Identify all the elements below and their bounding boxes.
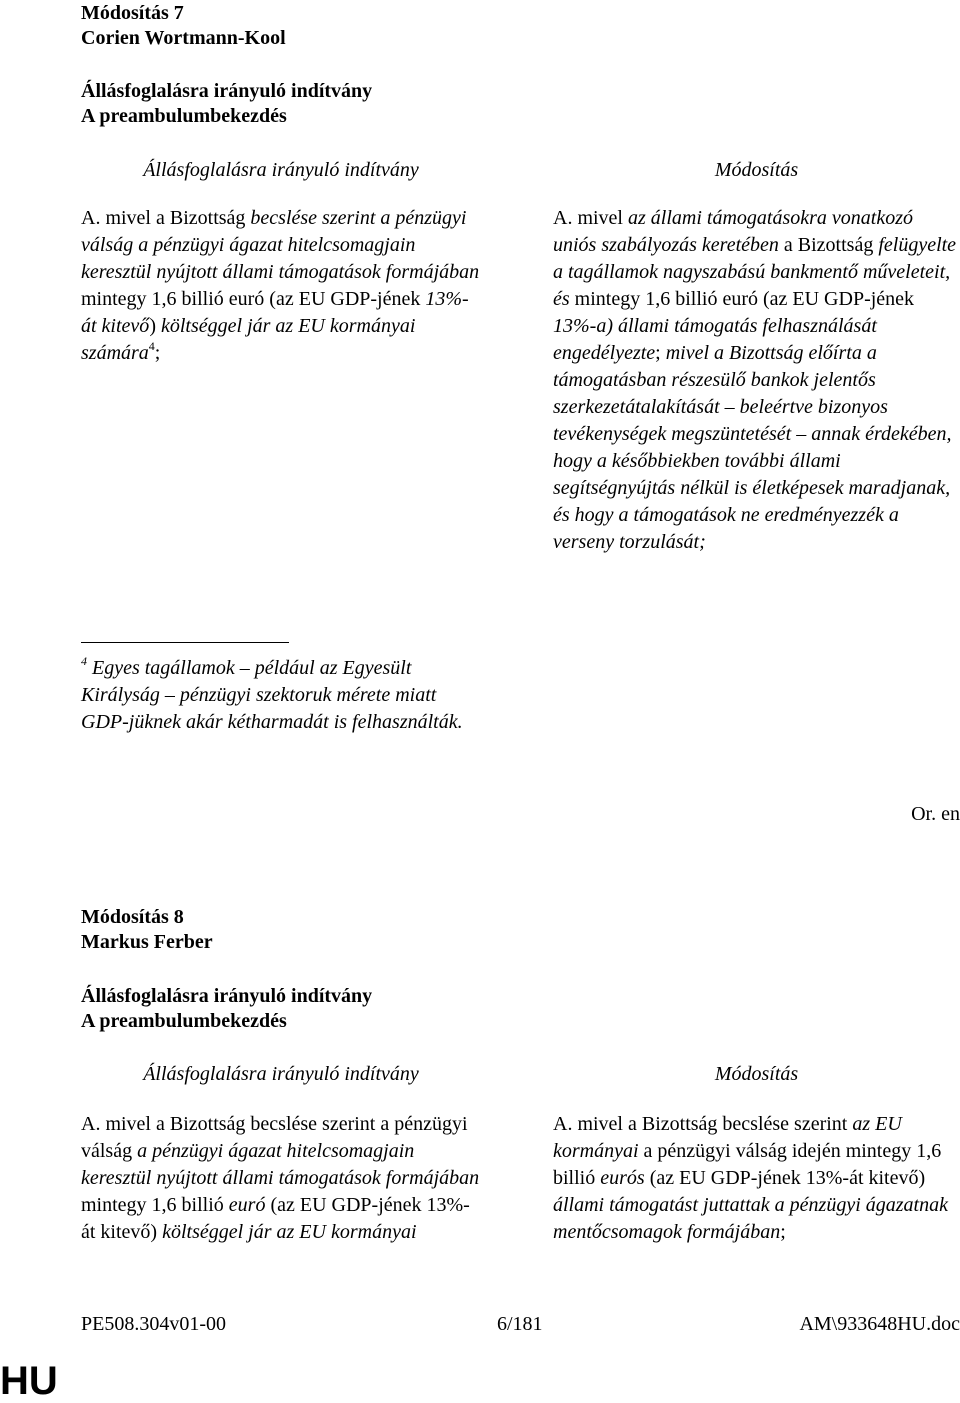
- text-run: mintegy 1,6 billió euró (az EU GDP-jének: [81, 288, 426, 310]
- italic-text-run: becslése szerint a pénzügyi válság a pénzügyi ágazat hitelcsomagjain keresztül nyújtott állami támogatások formájában: [81, 207, 480, 283]
- amendment-7-section: A preambulumbekezdés: [81, 105, 287, 127]
- italic-text-run: mivel a Bizottság előírta a támogatásban részesülő bankok jelentős szerkezetátalakítását – beleértve bizonyos tevékenységek megszüntetését – annak érdekében, hogy a későbbiekben további állami segítségnyújtás nélkül is életképesek maradjanak, és hogy a támogatások ne eredményezzék a verseny torzulását;: [553, 342, 952, 553]
- amendment-8-section: A preambulumbekezdés: [81, 1010, 287, 1032]
- text-run: mintegy 1,6 billió euró (az EU GDP-jének: [569, 288, 915, 310]
- footnote-reference: 4: [148, 339, 155, 354]
- amendment-7-doc-type: Állásfoglalásra irányuló indítvány: [81, 80, 373, 102]
- italic-text-run: az EU kormányai: [553, 1113, 902, 1162]
- text-run: A. mivel a Bizottság becslése szerint a pénzügyi válság: [81, 1113, 468, 1162]
- footer-doc-ref: PE508.304v01-00: [81, 1313, 226, 1335]
- amendment-8-left-text: [81, 1111, 481, 1246]
- amendment-8-title: Módosítás 8: [81, 906, 184, 928]
- amendment-8-right-text: [553, 1111, 960, 1246]
- italic-text-run: költséggel jár az EU kormányai: [162, 1221, 417, 1243]
- italic-text-run: 13%-a) állami támogatás felhasználását engedélyezte: [553, 315, 877, 364]
- amendment-7-right-heading: Módosítás: [714, 159, 799, 181]
- text-run: A. mivel a Bizottság: [81, 207, 251, 229]
- italic-text-run: az állami támogatásokra vonatkozó uniós szabályozás keretében: [553, 207, 913, 256]
- text-run: ;: [780, 1221, 786, 1243]
- text-run: mintegy 1,6 billió: [81, 1194, 229, 1216]
- footer-page-number: 6/181: [497, 1313, 543, 1335]
- amendment-7-right-text: [553, 205, 960, 556]
- text-run: a pénzügyi válság idején mintegy 1,6 billió: [553, 1140, 942, 1189]
- italic-text-run: felügyelte a tagállamok nagyszabású bankmentő műveleteit, és: [553, 234, 957, 310]
- text-run: A. mivel a Bizottság becslése szerint: [553, 1113, 853, 1135]
- text-run: A. mivel: [553, 207, 628, 229]
- amendment-8-right-heading: Módosítás: [714, 1063, 799, 1085]
- footer-file-name: AM\933648HU.doc: [799, 1313, 960, 1335]
- text-run: ;: [655, 342, 666, 364]
- amendment-8-author: Markus Ferber: [81, 931, 213, 953]
- language-code: HU: [0, 1359, 58, 1403]
- text-run: (az EU GDP-jének 13%-át kitevő): [81, 1194, 470, 1243]
- italic-text-run: a pénzügyi ágazat hitelcsomagjain keresztül nyújtott állami támogatások formájában: [81, 1140, 480, 1189]
- italic-text-run: 13%-át kitevő: [81, 288, 469, 337]
- amendment-7-title: Módosítás 7: [81, 2, 184, 24]
- text-run: ;: [154, 342, 161, 364]
- text-run: ): [149, 315, 161, 337]
- footnote-separator: [81, 642, 289, 643]
- amendment-7-author: Corien Wortmann-Kool: [81, 27, 286, 49]
- text-run: a Bizottság: [778, 234, 879, 256]
- text-run: (az EU GDP-jének 13%-át kitevő): [644, 1167, 926, 1189]
- footnote-marker: 4: [81, 654, 87, 669]
- amendment-7-left-heading: Állásfoglalásra irányuló indítvány: [143, 159, 419, 181]
- amendment-7-left-text: [81, 205, 481, 367]
- footnote-text: Egyes tagállamok – például az Egyesült Királyság – pénzügyi szektoruk mérete miatt GDP-jüknek akár kétharmadát is felhasználták.: [81, 657, 463, 733]
- original-language: Or. en: [911, 803, 960, 825]
- italic-text-run: eurós: [600, 1167, 645, 1189]
- footnote: [81, 655, 481, 736]
- amendment-8-left-heading: Állásfoglalásra irányuló indítvány: [143, 1063, 419, 1085]
- italic-text-run: költséggel jár az EU kormányai számára: [81, 315, 416, 364]
- italic-text-run: euró: [228, 1194, 266, 1216]
- italic-text-run: állami támogatást juttattak a pénzügyi ágazatnak mentőcsomagok formájában: [553, 1194, 948, 1243]
- amendment-8-doc-type: Állásfoglalásra irányuló indítvány: [81, 985, 373, 1007]
